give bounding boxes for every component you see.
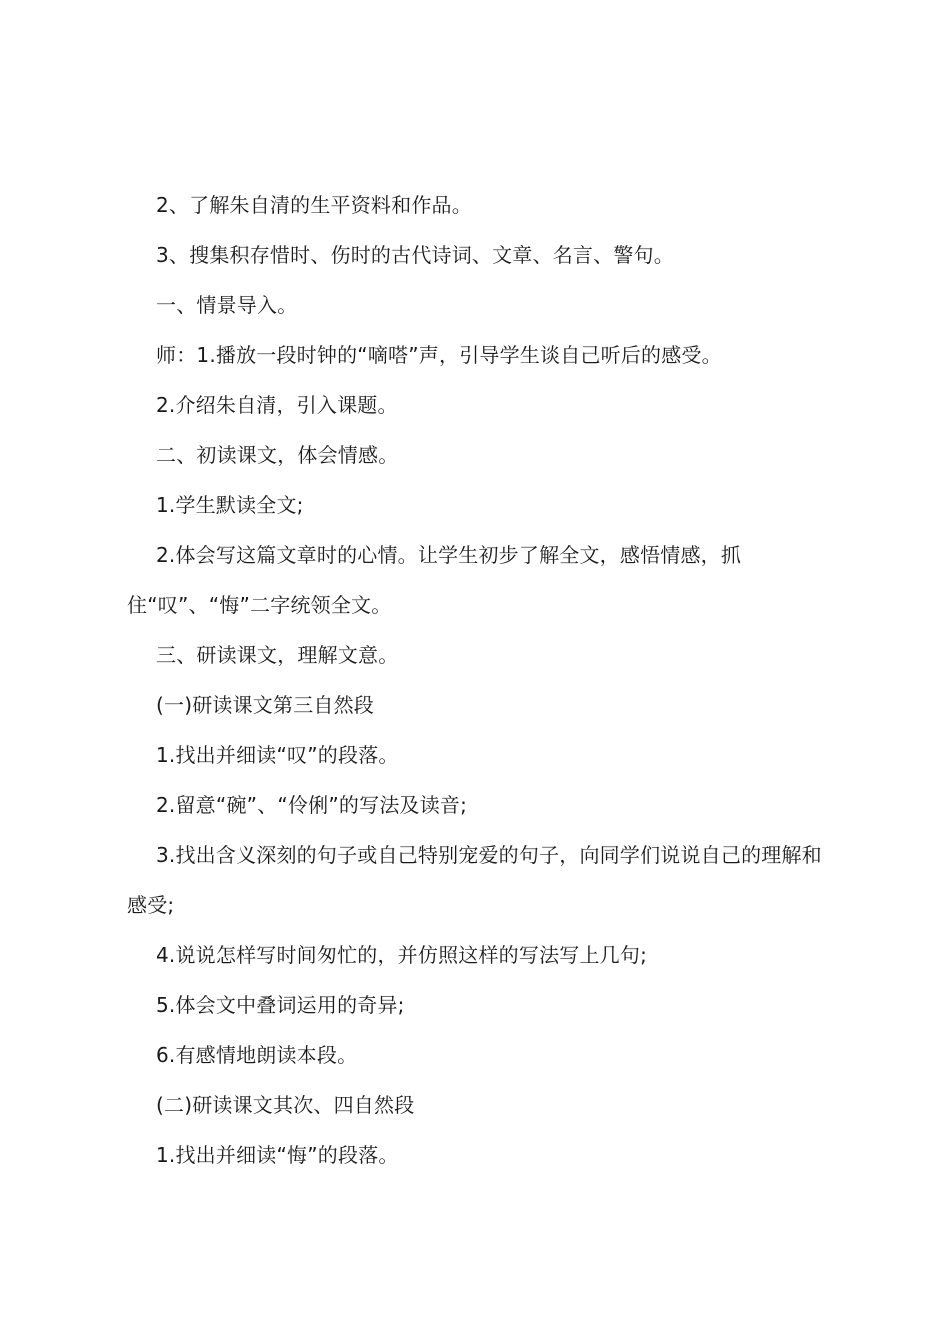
subsection-heading: (一)研读课文第三自然段 bbox=[156, 693, 375, 717]
paragraph: 5.体会文中叠词运用的奇异; bbox=[156, 993, 405, 1017]
paragraph: 师：1.播放一段时钟的“嘀嗒”声，引导学生谈自己听后的感受。 bbox=[156, 343, 722, 367]
paragraph: 1.找出并细读“叹”的段落。 bbox=[156, 743, 399, 767]
paragraph: 2.体会写这篇文章时的心情。让学生初步了解全文，感悟情感，抓住“叹”、“悔”二字统领全文。 bbox=[127, 543, 742, 617]
section-heading: 一、情景导入。 bbox=[156, 293, 298, 317]
section-heading: 二、初读课文，体会情感。 bbox=[156, 443, 399, 467]
paragraph: 1.找出并细读“悔”的段落。 bbox=[156, 1143, 399, 1167]
subsection-heading: (二)研读课文其次、四自然段 bbox=[156, 1093, 415, 1117]
document-body bbox=[127, 180, 839, 1180]
paragraph: 4.说说怎样写时间匆忙的，并仿照这样的写法写上几句; bbox=[156, 943, 648, 967]
section-heading: 三、研读课文，理解文意。 bbox=[156, 643, 399, 667]
paragraph: 6.有感情地朗读本段。 bbox=[156, 1043, 358, 1067]
paragraph: 2、了解朱自清的生平资料和作品。 bbox=[156, 193, 472, 217]
paragraph: 3.找出含义深刻的句子或自己特别宠爱的句子，向同学们说说自己的理解和感受; bbox=[127, 843, 822, 917]
paragraph: 3、搜集积存惜时、伤时的古代诗词、文章、名言、警句。 bbox=[156, 243, 674, 267]
paragraph: 2.留意“碗”、“伶俐”的写法及读音; bbox=[156, 793, 468, 817]
paragraph: 1.学生默读全文; bbox=[156, 493, 304, 517]
paragraph: 2.介绍朱自清，引入课题。 bbox=[156, 393, 398, 417]
